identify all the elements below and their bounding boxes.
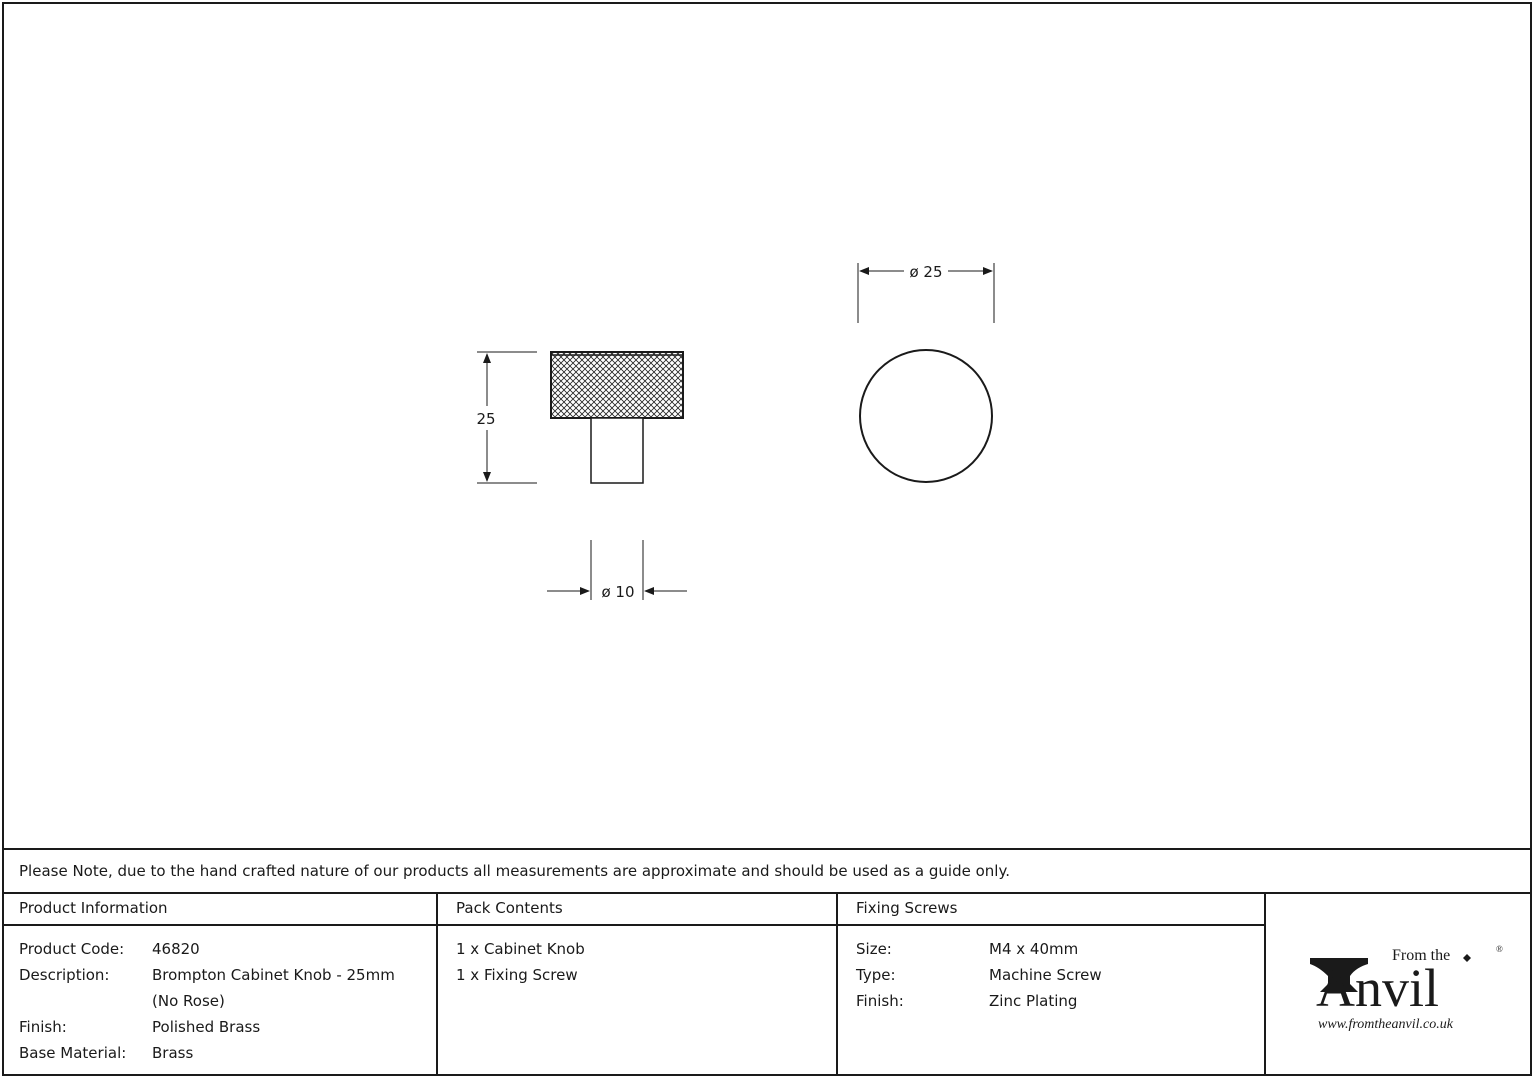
knob-side-view (551, 352, 683, 483)
row-label: Base Material: (19, 1044, 127, 1062)
row-value: Polished Brass (152, 1018, 261, 1036)
product-information-body (2, 926, 436, 1066)
row-label: Finish: (856, 992, 904, 1010)
screw-row (856, 988, 1264, 1014)
info-row (19, 936, 436, 962)
logo-url: www.fromtheanvil.co.uk (1318, 1017, 1453, 1032)
info-table (2, 894, 1532, 1076)
product-information-heading: Product Information (2, 894, 436, 926)
pack-item: 1 x Fixing Screw (456, 966, 578, 984)
row-value: M4 x 40mm (989, 940, 1079, 958)
fixing-screws-body (838, 926, 1264, 1014)
screw-row (856, 936, 1264, 962)
row-label: Size: (856, 940, 892, 958)
info-row (19, 962, 436, 988)
height-label: 25 (476, 410, 496, 428)
logo-column (1266, 894, 1532, 1076)
row-value: (No Rose) (152, 992, 225, 1010)
row-value: Zinc Plating (989, 992, 1078, 1010)
knob-stem (591, 418, 643, 483)
pack-contents-column (438, 894, 838, 1076)
fixing-screws-heading: Fixing Screws (838, 894, 1264, 926)
row-label: Description: (19, 966, 110, 984)
info-row (19, 1040, 436, 1066)
row-value: Brompton Cabinet Knob - 25mm (152, 966, 395, 984)
row-value: 46820 (152, 940, 200, 958)
front-diameter-label: ø 25 (909, 263, 943, 281)
stem-diameter-dimension (547, 540, 687, 601)
screw-row (856, 962, 1264, 988)
row-value: Brass (152, 1044, 194, 1062)
row-value: Machine Screw (989, 966, 1102, 984)
logo-from-the: From the (1392, 947, 1451, 964)
height-dimension (476, 352, 537, 483)
fixing-screws-column (838, 894, 1266, 1076)
knob-front-view (860, 350, 992, 482)
diamond-icon (1463, 954, 1471, 962)
pack-contents-heading: Pack Contents (438, 894, 836, 926)
info-row (19, 1014, 436, 1040)
info-row (19, 988, 436, 1014)
stem-diameter-label: ø 10 (601, 583, 635, 601)
logo-registered: ® (1496, 944, 1503, 954)
measurement-note: Please Note, due to the hand crafted nature of our products all measurements are approximate and should be used as a guide only. (2, 848, 1532, 894)
knurled-head (551, 352, 683, 418)
front-diameter-dimension (858, 263, 994, 323)
pack-contents-body (438, 926, 836, 988)
row-label: Finish: (19, 1018, 67, 1036)
pack-item: 1 x Cabinet Knob (456, 940, 585, 958)
row-label (19, 988, 152, 1014)
row-label: Type: (856, 966, 896, 984)
row-label: Product Code: (19, 940, 125, 958)
knob-front-circle (860, 350, 992, 482)
from-the-anvil-logo (1306, 940, 1506, 1040)
product-information-column (2, 894, 438, 1076)
logo-anvil: Anvil (1316, 958, 1440, 1018)
